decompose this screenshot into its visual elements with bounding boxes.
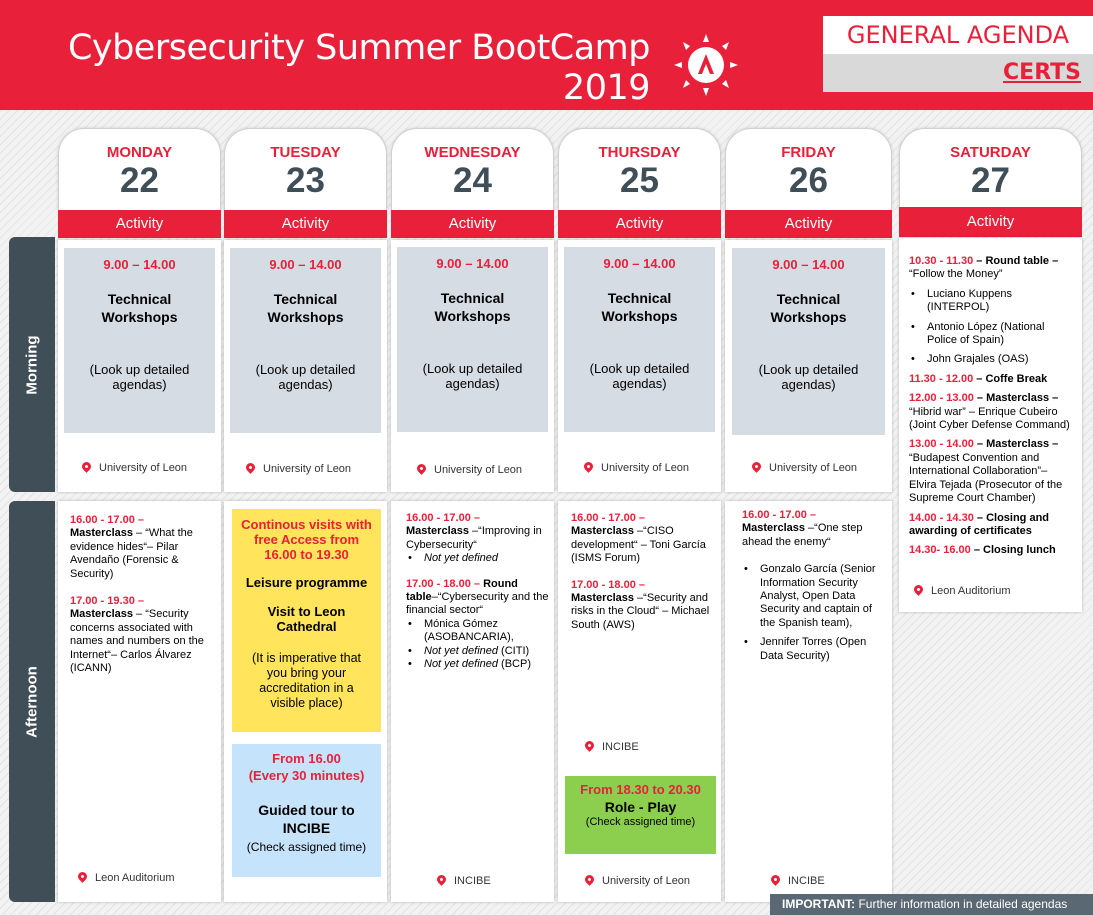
schedule-item [909,255,1077,268]
schedule-item [571,525,717,565]
activity-bar: Activity [391,210,554,238]
guided-tour-box [232,744,381,877]
visit-note: (It is imperative that you bring your accreditation in a visible place) [251,651,362,710]
day-number: 25 [620,161,659,200]
workshop-title-line: Technical [607,290,672,306]
wednesday-afternoon-schedule [406,512,549,671]
item-time: 16.00 - 17.00 – [70,514,145,526]
header-bar [0,0,1093,110]
location [914,585,1011,597]
top-tabs [823,16,1093,94]
item-title: – Closing and awarding of certificates [909,511,1050,537]
item-time: 14.30- 16.00 [909,544,971,557]
location [246,463,351,475]
day-name: WEDNESDAY [424,144,521,161]
item-time: 11.30 - 12.00 [909,372,974,385]
leisure-title: Leisure programme [245,575,368,590]
day-header-wednesday [391,128,554,240]
workshop-title [64,290,215,326]
location-pin-icon [80,460,93,473]
item-time: 17.00 - 18.00 – [571,578,646,591]
workshop-note [564,361,715,391]
workshop-note-line: (Look up detailed [422,361,523,376]
location-text: University of Leon [434,464,523,476]
morning-label-text: Morning [23,334,41,395]
role-play-note: (Check assigned time) [585,816,696,828]
page-title [30,28,650,108]
item-subtitle: “Follow the Money” [909,268,1003,281]
item-type: Masterclass [70,608,133,621]
workshop-time: 9.00 – 14.00 [103,257,176,272]
day-header-card [224,128,387,210]
location-text: University of Leon [601,462,690,474]
activity-bar: Activity [899,207,1082,237]
item-type: Masterclass [571,525,634,538]
schedule-item [70,608,216,675]
role-play-time: From 18.30 to 20.30 [580,782,701,797]
item-time: 17.00 - 19.30 – [70,595,145,608]
day-header-card [58,128,221,210]
item-detail: – “Security concerns associated with names and numbers on the Internet“– Carlos Álvarez (ICANN) [70,608,204,675]
sun-logo-icon [668,30,744,100]
role-play-title: Role - Play [604,799,677,815]
location-pin-icon [912,583,925,596]
schedule-item [909,438,1077,451]
day-name: FRIDAY [781,144,836,161]
schedule-item [406,525,549,552]
workshop-title [732,290,885,326]
day-header-card [558,128,721,210]
speaker-item: • Not yet defined [406,552,549,565]
day-header-thursday [558,128,721,240]
afternoon-panel-thursday [558,501,721,902]
workshop-title-line: Workshops [601,308,678,324]
speaker-item: • Mónica Gómez (ASOBANCARIA), [406,618,549,645]
workshop-title [397,289,548,325]
schedule-item [909,512,1077,539]
location [437,875,491,887]
morning-label [9,237,55,492]
workshop-title-line: Workshops [267,309,344,325]
morning-panel-monday [58,240,221,492]
speaker-item: • Antonio López (National Police of Spain) [909,321,1077,348]
workshop-title-line: Technical [440,290,505,306]
speaker-org: (CITI) [498,644,530,657]
footer-note [770,894,1093,915]
tour-time: From 16.00 [272,751,341,766]
afternoon-panel-tuesday [224,501,387,902]
title-line-1: Cybersecurity Summer BootCamp [67,28,650,68]
location-text: INCIBE [788,875,825,887]
location-text: Leon Auditorium [95,872,175,884]
speaker-item: • Jennifer Torres (Open Data Security) [742,636,887,663]
friday-afternoon-schedule [742,509,887,663]
day-header-card [391,128,554,210]
workshop-title-line: Technical [107,291,172,307]
workshop-box [564,247,715,432]
activity-bar: Activity [725,210,892,238]
item-time: 16.00 - 17.00 – [571,512,646,524]
workshop-note [230,362,381,392]
monday-afternoon-schedule [70,514,216,675]
location-text: University of Leon [99,462,188,474]
speaker-item [406,645,549,658]
item-title: – Closing lunch [970,544,1056,557]
item-time: 16.00 - 17.00 – [406,512,481,524]
location-pin-icon [435,873,448,886]
workshop-title-line: Technical [776,291,841,307]
tour-title: Guided tour to INCIBE [258,802,355,836]
leisure-header: Continous visits with free Access from 16.00 to 19.30 [241,517,372,562]
item-title: – Masterclass – [973,438,1059,451]
location-pin-icon [750,460,763,473]
location-text: INCIBE [602,741,639,753]
day-header-friday [725,128,892,240]
activity-bar: Activity [58,210,221,238]
speaker-item: • Gonzalo García (Senior Information Security Analyst, Open Data Security and captain of the Spanish team), [742,563,887,630]
day-number: 23 [286,161,325,200]
speaker-item [406,658,549,671]
speaker-list [406,552,549,565]
workshop-note-line: agendas) [112,377,167,392]
workshop-box [230,248,381,433]
morning-panel-tuesday [224,240,387,492]
location-pin-icon [76,870,89,883]
workshop-note-line: (Look up detailed [758,362,859,377]
item-type: Masterclass [406,525,469,538]
speaker-list [742,563,887,663]
day-header-saturday [899,128,1082,238]
workshop-time: 9.00 – 14.00 [436,256,509,271]
workshop-title-line: Workshops [770,309,847,325]
location-text: INCIBE [454,875,491,887]
item-detail: –“Security and risks in the Cloud“ – Michael South (AWS) [571,592,710,631]
role-play-box [565,776,716,854]
location-pin-icon [244,461,257,474]
location [82,462,187,474]
afternoon-panel-friday [725,501,892,902]
tour-frequency: (Every 30 minutes) [248,768,365,783]
workshop-note-line: agendas) [278,377,333,392]
afternoon-panel-wednesday [391,501,554,902]
day-name: MONDAY [106,144,173,161]
location-text: University of Leon [769,462,858,474]
workshop-time: 9.00 – 14.00 [269,257,342,272]
workshop-note-line: agendas) [612,376,667,391]
speaker-name: Not yet defined [424,658,498,671]
day-number: 22 [120,161,159,200]
workshop-title-line: Technical [273,291,338,307]
footer-important: IMPORTANT: [782,897,856,911]
schedule-item [909,373,1077,386]
workshop-note [64,362,215,392]
workshop-box [732,248,885,435]
workshop-note [397,361,548,391]
location [585,875,690,887]
footer-text: Further information in detailed agendas [855,897,1068,911]
location-pin-icon [582,460,595,473]
workshop-note-line: (Look up detailed [255,362,356,377]
item-subtitle: “Hibrid war” – Enrique Cubeiro (Joint Cyber Defense Command) [909,405,1070,432]
location-pin-icon [415,462,428,475]
item-time: 13.00 - 14.00 [909,438,974,451]
saturday-schedule [909,255,1077,558]
item-title: – Coffe Break [973,372,1048,385]
item-detail: –“Cybersecurity and the financial sector“ [406,591,549,617]
schedule-item [742,522,887,549]
tab-general-agenda[interactable]: GENERAL AGENDA [823,16,1093,54]
visit-title: Visit to Leon Cathedral [267,604,346,634]
speaker-list [909,288,1077,367]
item-time: 14.00 - 14.30 [909,511,974,524]
speaker-item: • Luciano Kuppens (INTERPOL) [909,288,1077,315]
day-number: 26 [789,161,828,200]
location [417,464,522,476]
item-subtitle: “Budapest Convention and International Collaboration”– Elvira Tejada (Prosecutor of the Supreme Court Chamber) [909,451,1063,505]
workshop-title-line: Workshops [101,309,178,325]
schedule-item [571,592,717,632]
item-detail: –“One step ahead the enemy“ [742,522,863,548]
morning-panel-friday [725,240,892,492]
workshop-note-line: (Look up detailed [589,361,690,376]
saturday-panel [899,238,1082,612]
workshop-title [564,289,715,325]
item-type: Masterclass [742,522,805,535]
title-line-2: 2019 [562,68,650,108]
item-title: – Masterclass – [973,392,1059,405]
schedule-item [909,392,1077,405]
schedule-item [406,578,549,618]
location [584,462,689,474]
schedule-item [909,544,1077,557]
day-name: SATURDAY [950,144,1031,161]
morning-panel-wednesday [391,240,554,492]
location-pin-icon [769,873,782,886]
tour-note: (Check assigned time) [246,840,367,854]
location-text: University of Leon [263,463,352,475]
item-type: Round table [406,577,518,604]
location [771,875,825,887]
afternoon-panel-monday [58,501,221,902]
item-detail: –“CISO development“ – Toni García (ISMS Forum) [571,525,706,565]
thursday-afternoon-schedule [571,512,717,632]
location-pin-icon [583,873,596,886]
item-time: 12.00 - 13.00 [909,392,974,405]
location [78,872,175,884]
workshop-note-line: agendas) [445,376,500,391]
day-name: THURSDAY [598,144,681,161]
day-header-monday [58,128,221,240]
workshop-box [397,247,548,432]
item-time: 10.30 - 11.30 [909,255,974,267]
item-detail: –“Improving in Cybersecurity“ [406,525,542,551]
location-text: University of Leon [602,875,691,887]
workshop-note-line: agendas) [781,377,836,392]
workshop-time: 9.00 – 14.00 [772,257,845,272]
workshop-note [732,362,885,392]
workshop-note-line: (Look up detailed [89,362,190,377]
leisure-box [232,509,381,732]
location [752,462,857,474]
item-title: – Round table – [973,255,1059,267]
workshop-title [230,290,381,326]
schedule-item [70,527,216,581]
item-time: 16.00 - 17.00 – [742,509,817,521]
workshop-box [64,248,215,433]
location [585,741,639,753]
item-type: Masterclass [70,527,133,540]
morning-panel-thursday [558,240,721,492]
day-header-card [899,128,1082,210]
speaker-list [406,618,549,672]
activity-bar: Activity [558,210,721,238]
item-detail: – “What the evidence hides“– Pilar Avendaño (Forensic & Security) [70,527,193,580]
day-number: 27 [971,161,1010,200]
afternoon-label-text: Afternoon [23,665,41,738]
item-type: Masterclass [571,592,634,605]
speaker-name: Not yet defined [424,644,498,657]
speaker-org: (BCP) [498,658,531,671]
activity-bar: Activity [224,210,387,238]
afternoon-label [9,501,55,902]
day-header-card [725,128,892,210]
day-name: TUESDAY [270,144,341,161]
day-header-tuesday [224,128,387,240]
location-text: Leon Auditorium [931,585,1011,597]
location-pin-icon [583,739,596,752]
tab-certs[interactable]: CERTS [823,54,1093,92]
day-number: 24 [453,161,492,200]
item-time: 17.00 - 18.00 – [406,577,481,590]
workshop-title-line: Workshops [434,308,511,324]
workshop-time: 9.00 – 14.00 [603,256,676,271]
speaker-item: • John Grajales (OAS) [909,353,1077,366]
